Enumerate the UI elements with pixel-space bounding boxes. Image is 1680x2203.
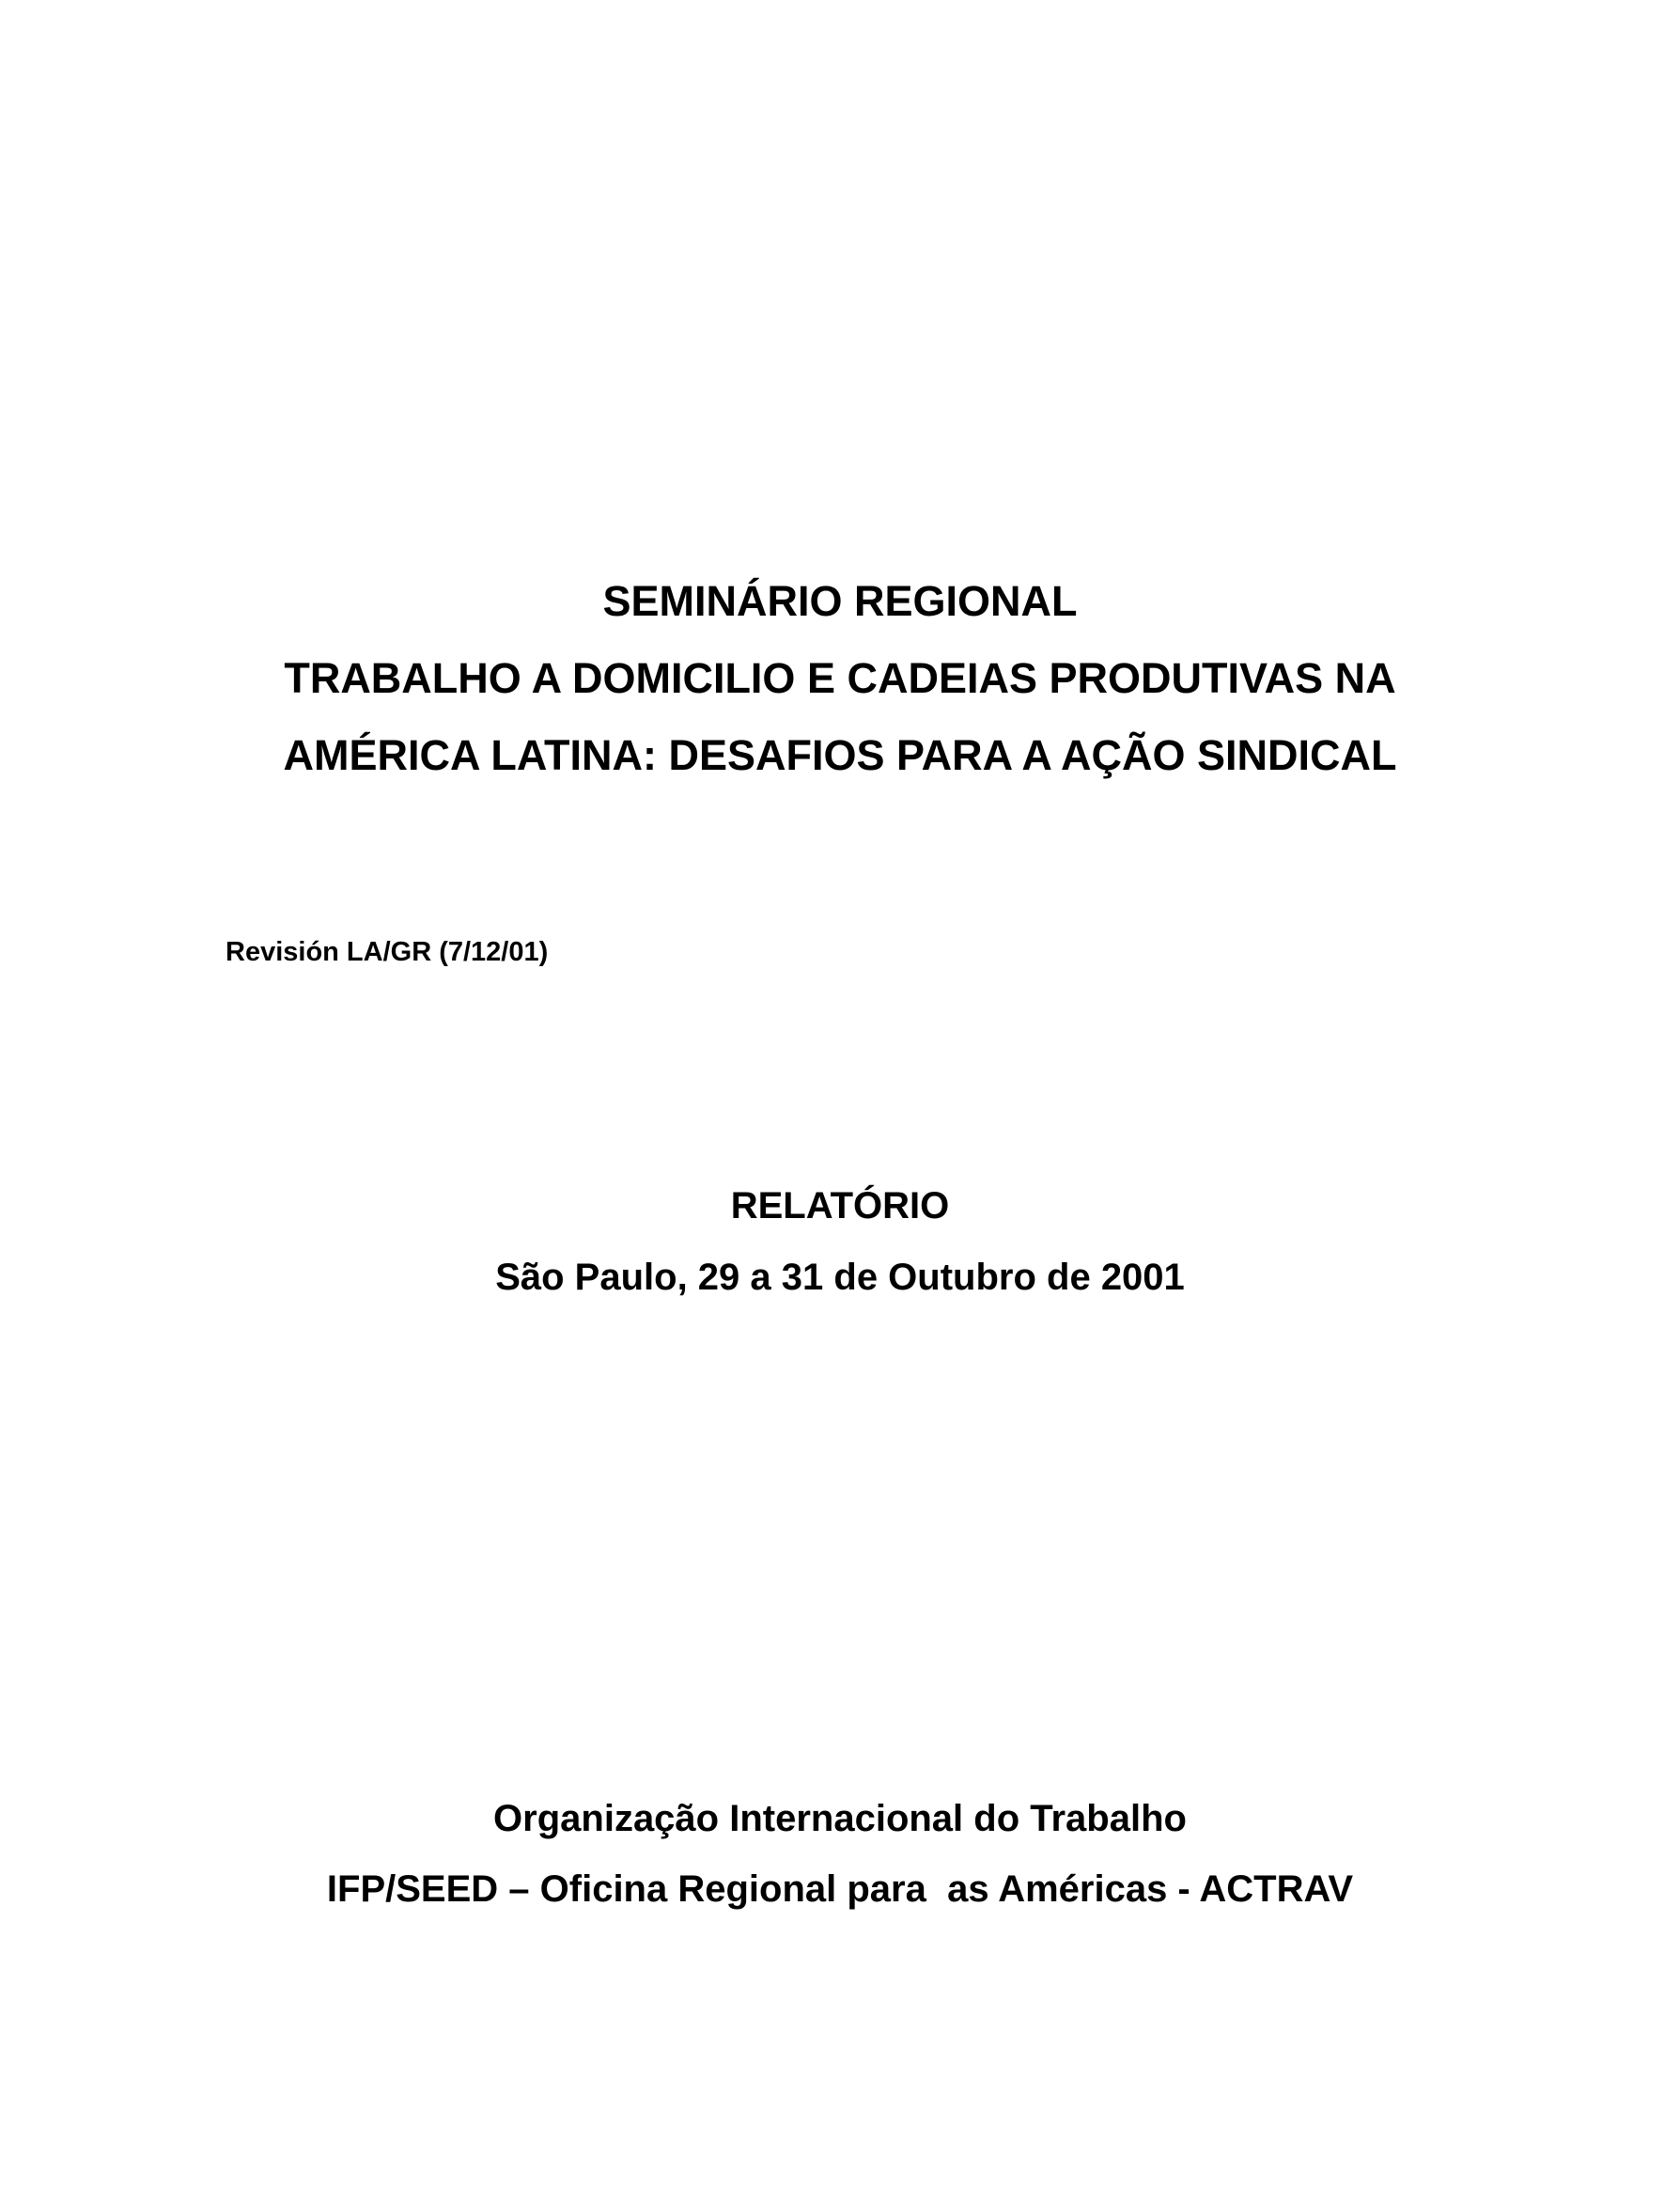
seminar-title-line-2: TRABALHO A DOMICILIO E CADEIAS PRODUTIVAS NA <box>284 654 1396 702</box>
seminar-title-line-3: AMÉRICA LATINA: DESAFIOS PARA A AÇÃO SINDICAL <box>283 731 1397 779</box>
seminar-title-line-1: SEMINÁRIO REGIONAL <box>602 577 1078 625</box>
organization-line-2: IFP/SEED – Oficina Regional para as Américas - ACTRAV <box>326 1868 1354 1910</box>
report-place-date: São Paulo, 29 a 31 de Outubro de 2001 <box>495 1257 1185 1298</box>
report-title: RELATÓRIO <box>730 1185 950 1226</box>
organization-line-1: Organização Internacional do Trabalho <box>493 1798 1187 1839</box>
revision-note: Revisión LA/GR (7/12/01) <box>226 937 549 967</box>
